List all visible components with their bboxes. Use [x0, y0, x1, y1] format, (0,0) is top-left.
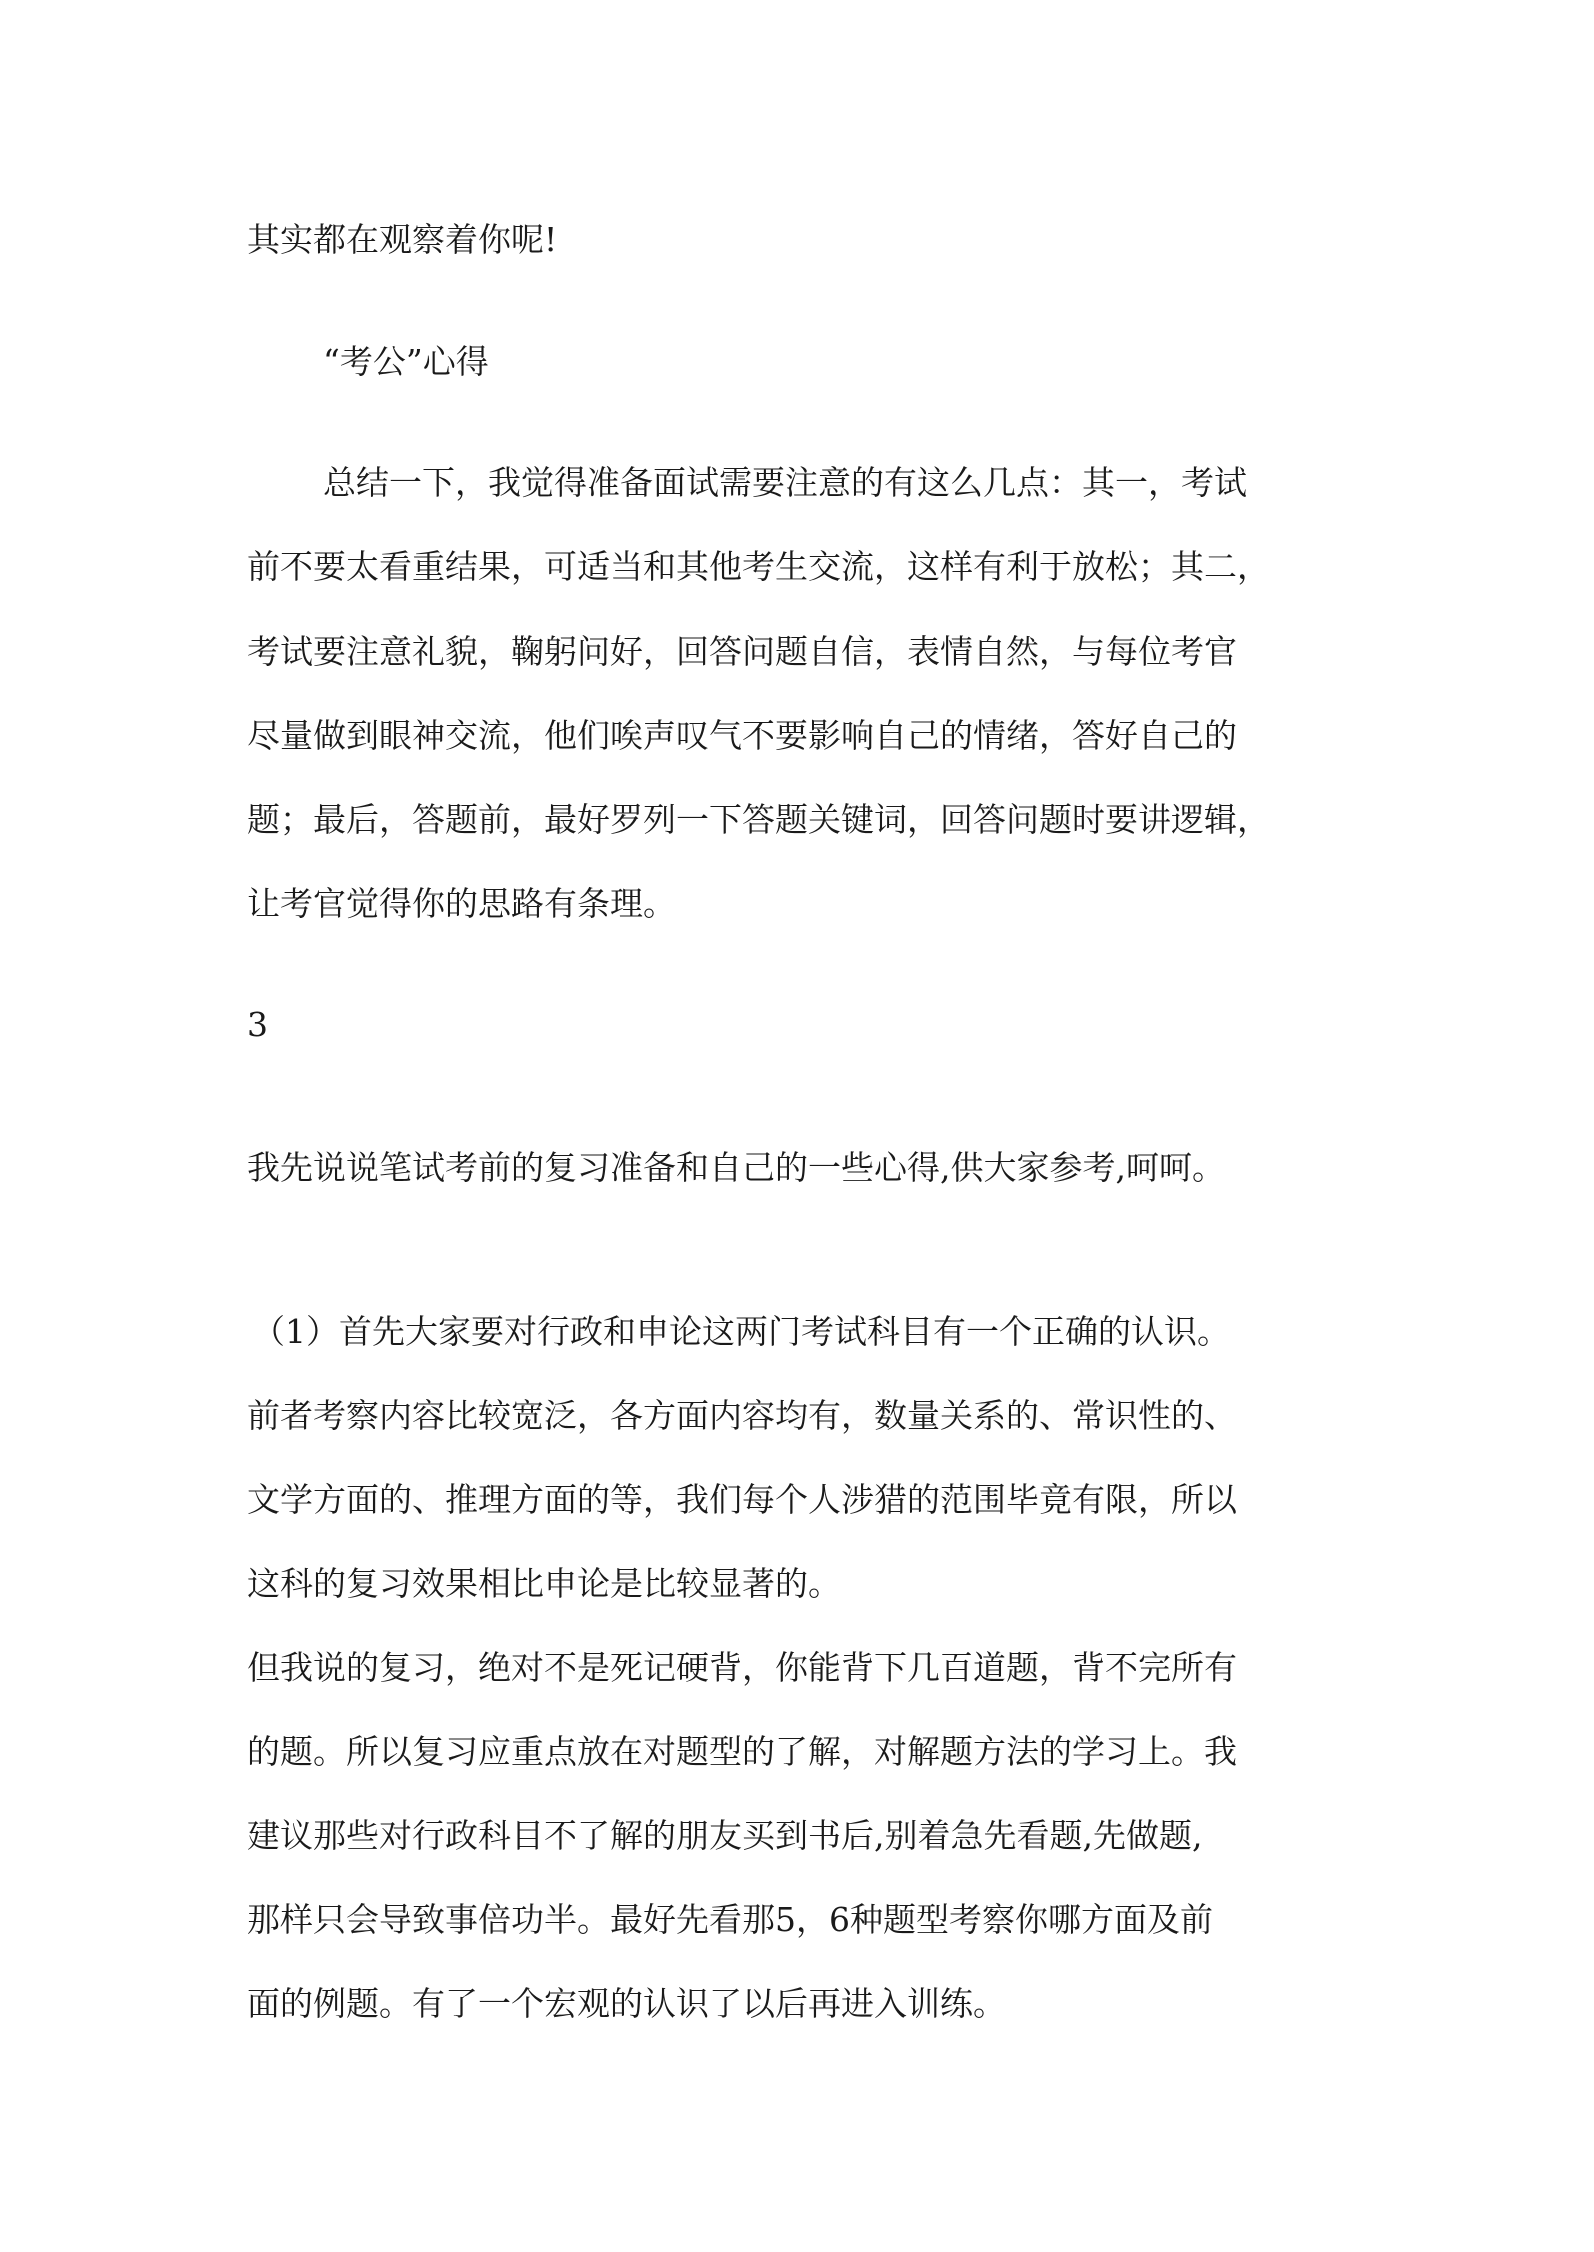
paragraph-line: 题；最后，答题前，最好罗列一下答题关键词，回答问题时要讲逻辑， — [247, 800, 1270, 839]
paragraph-line: （1）首先大家要对行政和申论这两门考试科目有一个正确的认识。 — [252, 1312, 1230, 1351]
paragraph-line: 总结一下，我觉得准备面试需要注意的有这么几点：其一，考试 — [323, 463, 1247, 502]
paragraph-line: 但我说的复习，绝对不是死记硬背，你能背下几百道题，背不完所有 — [247, 1648, 1237, 1687]
section-number: 3 — [247, 1005, 268, 1044]
paragraph-line: 前不要太看重结果，可适当和其他考生交流，这样有利于放松；其二， — [247, 547, 1270, 586]
paragraph-line: 让考官觉得你的思路有条理。 — [247, 884, 676, 923]
paragraph-line: 文学方面的、推理方面的等，我们每个人涉猎的范围毕竟有限，所以 — [247, 1480, 1237, 1519]
paragraph-line: 那样只会导致事倍功半。最好先看那5，6种题型考察你哪方面及前 — [247, 1900, 1213, 1939]
opening-line: 其实都在观察着你呢! — [247, 220, 558, 259]
paragraph-line: 前者考察内容比较宽泛，各方面内容均有，数量关系的、常识性的、 — [247, 1396, 1237, 1435]
intro-line: 我先说说笔试考前的复习准备和自己的一些心得,供大家参考,呵呵。 — [247, 1148, 1225, 1187]
paragraph-line: 建议那些对行政科目不了解的朋友买到书后,别着急先看题,先做题, — [247, 1816, 1203, 1855]
paragraph-line: 尽量做到眼神交流，他们唉声叹气不要影响自己的情绪，答好自己的 — [247, 716, 1237, 755]
paragraph-line: 考试要注意礼貌，鞠躬问好，回答问题自信，表情自然，与每位考官 — [247, 632, 1237, 671]
paragraph-line: 这科的复习效果相比申论是比较显著的。 — [247, 1564, 841, 1603]
paragraph-line: 的题。所以复习应重点放在对题型的了解，对解题方法的学习上。我 — [247, 1732, 1237, 1771]
paragraph-line: 面的例题。有了一个宏观的认识了以后再进入训练。 — [247, 1984, 1006, 2023]
section-heading: “考公”心得 — [323, 342, 489, 381]
